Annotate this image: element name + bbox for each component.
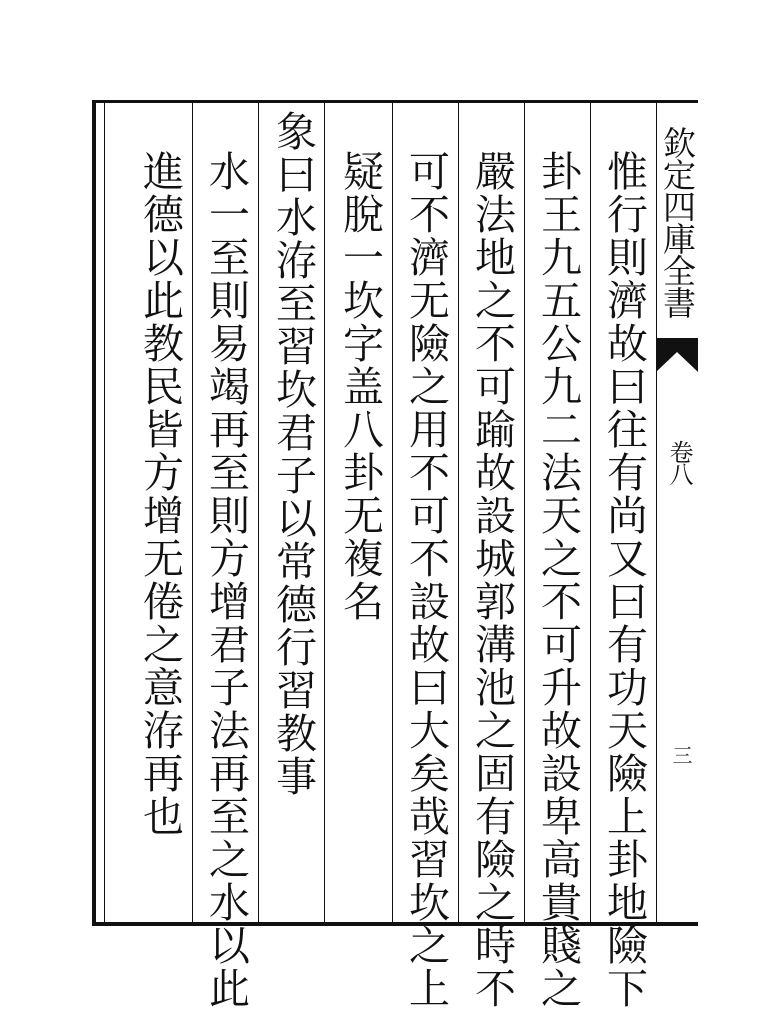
text-column-5: 疑脫一坎字盖八卦无複名 [336, 150, 384, 623]
column-rule [524, 103, 525, 922]
text-column-8: 進德以此教民皆方增无倦之意洊再也 [136, 150, 184, 838]
text-column-6: 象曰水洊至習坎君子以常德行習教事 [269, 110, 317, 798]
column-rule [192, 103, 193, 922]
text-column-2: 卦王九五公九二法天之不可升故設卑高貴賤之 [534, 150, 582, 1010]
text-column-4: 可不濟无險之用不可不設故曰大矣哉習坎之上 [402, 150, 450, 1010]
margin-volume-label: 卷八 [665, 440, 693, 484]
text-column-3: 嚴法地之不可踰故設城郭溝池之固有險之時不 [468, 150, 516, 1010]
margin-page-number: 三 [669, 745, 693, 765]
column-rule [590, 103, 591, 922]
column-rule [258, 103, 259, 922]
column-rule [324, 103, 325, 922]
column-rule [392, 103, 393, 922]
fish-tail-mark [656, 338, 698, 372]
margin-book-title: 欽定四庫全書 [658, 126, 697, 318]
text-column-7: 水一至則易竭再至則方增君子法再至之水以此 [202, 150, 250, 1010]
column-rule [458, 103, 459, 922]
text-column-1: 惟行則濟故曰往有尚又曰有功天險上卦地險下 [600, 150, 648, 1010]
